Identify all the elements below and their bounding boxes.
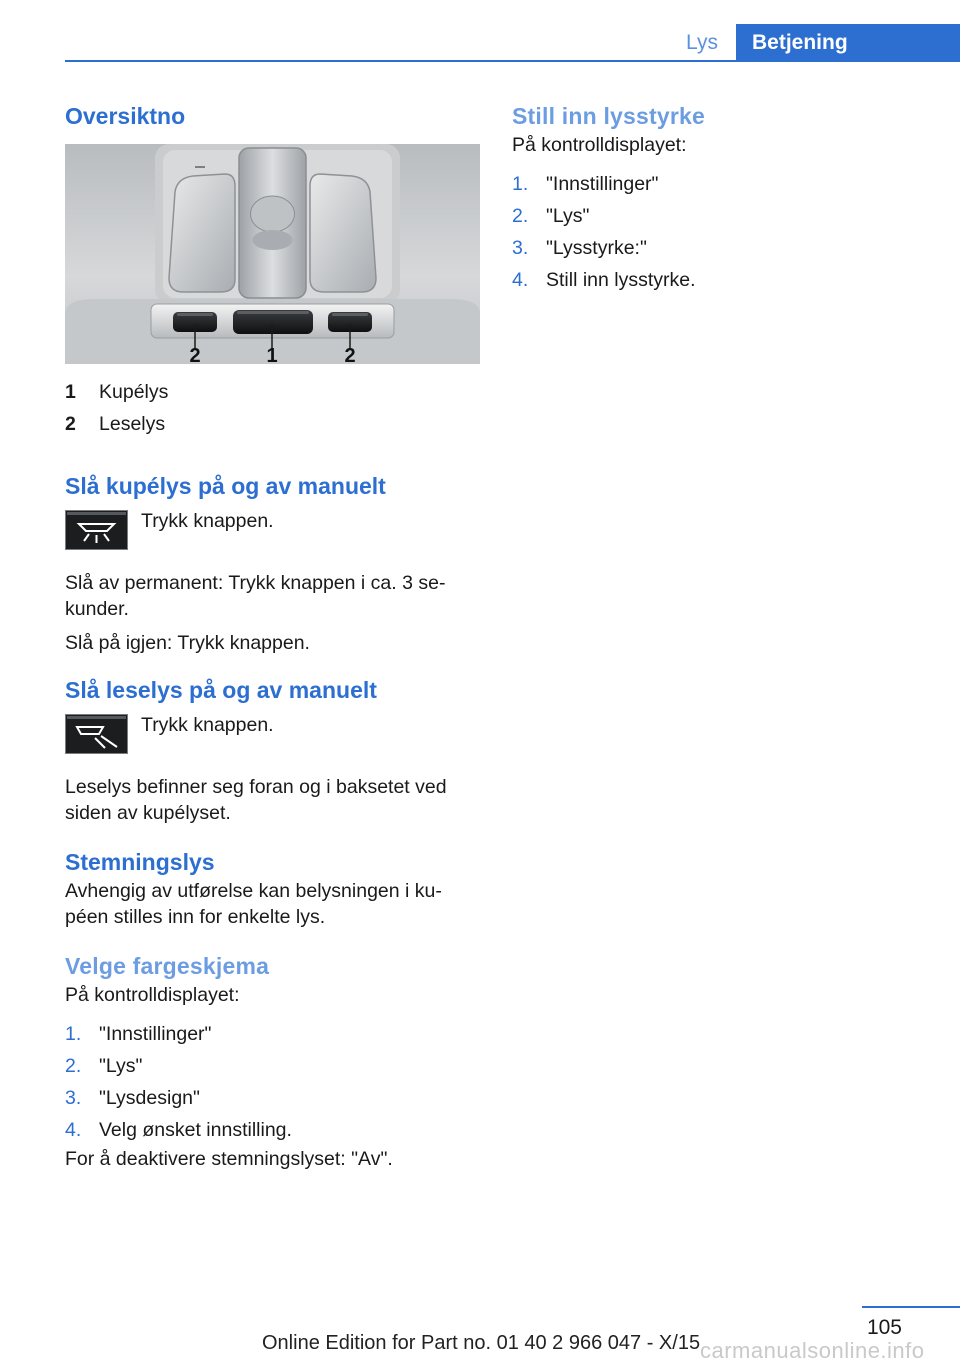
brightness-steps (512, 168, 912, 296)
header-rule (65, 60, 960, 62)
reading-light-button-icon (65, 714, 128, 754)
overhead-console-photo (65, 144, 480, 364)
legend-item (65, 408, 480, 440)
brightness-heading: Still inn lysstyrke (512, 103, 705, 129)
image-callout-left: 2 (189, 345, 201, 364)
color-scheme-outro: For å deaktivere stemningslyset: "Av". (65, 1148, 393, 1170)
list-item (512, 168, 912, 200)
list-item (512, 264, 912, 296)
list-item (65, 1082, 480, 1114)
watermark: carmanualsonline.info (700, 1338, 925, 1363)
legend-text: Kupélys (99, 381, 169, 403)
step-number: 3. (512, 237, 529, 259)
image-callout-right: 2 (344, 345, 356, 364)
edition-line: Online Edition for Part no. 01 40 2 966 047 - X/15 (262, 1332, 701, 1354)
ambient-light-heading: Stemningslys (65, 849, 215, 875)
left-column (65, 100, 480, 1172)
color-scheme-heading: Velge fargeskjema (65, 953, 270, 979)
interior-light-paragraph: Slå på igjen: Trykk knappen. (65, 632, 310, 654)
interior-light-paragraph: Slå av permanent: Trykk knappen i ca. 3 se‐ kunder. (65, 572, 446, 620)
step-number: 2. (65, 1055, 82, 1077)
step-text: "Innstillinger" (99, 1023, 212, 1045)
header-chapter-tab[interactable]: Betjening (736, 24, 960, 62)
legend-number: 1 (65, 381, 76, 403)
interior-light-button-text: Trykk knappen. (141, 510, 274, 532)
brightness-intro: På kontrolldisplayet: (512, 134, 687, 156)
overview-heading: Oversiktno (65, 103, 186, 129)
step-number: 1. (65, 1023, 82, 1045)
step-text: "Lysdesign" (99, 1087, 200, 1109)
color-scheme-steps (65, 1018, 480, 1146)
reading-light-heading: Slå leselys på og av manuelt (65, 677, 377, 703)
legend-item (65, 376, 480, 408)
image-callout-center: 1 (266, 345, 278, 364)
interior-light-button-row (65, 510, 480, 550)
page-number: 105 (866, 1316, 902, 1339)
step-number: 3. (65, 1087, 82, 1109)
legend-text: Leselys (99, 413, 166, 435)
interior-light-button-icon (65, 510, 128, 550)
footer-rule (862, 1306, 960, 1308)
step-text: Still inn lysstyrke. (546, 269, 696, 291)
list-item (512, 200, 912, 232)
reading-light-paragraph: Leselys befinner seg foran og i baksetet ved siden av kupélyset. (65, 776, 447, 824)
step-text: Velg ønsket innstilling. (99, 1119, 292, 1141)
list-item (65, 1050, 480, 1082)
right-column (512, 100, 912, 296)
list-item (512, 232, 912, 264)
step-text: "Lys" (99, 1055, 143, 1077)
step-text: "Lys" (546, 205, 590, 227)
step-number: 1. (512, 173, 529, 195)
reading-light-button-row (65, 714, 480, 754)
list-item (65, 1114, 480, 1146)
legend-number: 2 (65, 413, 76, 435)
header-section-label[interactable]: Lys (686, 31, 718, 54)
reading-light-button-text: Trykk knappen. (141, 714, 274, 736)
step-text: "Lysstyrke:" (546, 237, 647, 259)
step-text: "Innstillinger" (546, 173, 659, 195)
step-number: 4. (512, 269, 529, 291)
list-item (65, 1018, 480, 1050)
color-scheme-intro: På kontrolldisplayet: (65, 984, 240, 1006)
image-legend (65, 376, 480, 440)
interior-light-heading: Slå kupélys på og av manuelt (65, 473, 386, 499)
step-number: 4. (65, 1119, 82, 1141)
ambient-light-paragraph: Avhengig av utførelse kan belysningen i ku‐ péen stilles inn for enkelte lys. (65, 880, 442, 928)
step-number: 2. (512, 205, 529, 227)
